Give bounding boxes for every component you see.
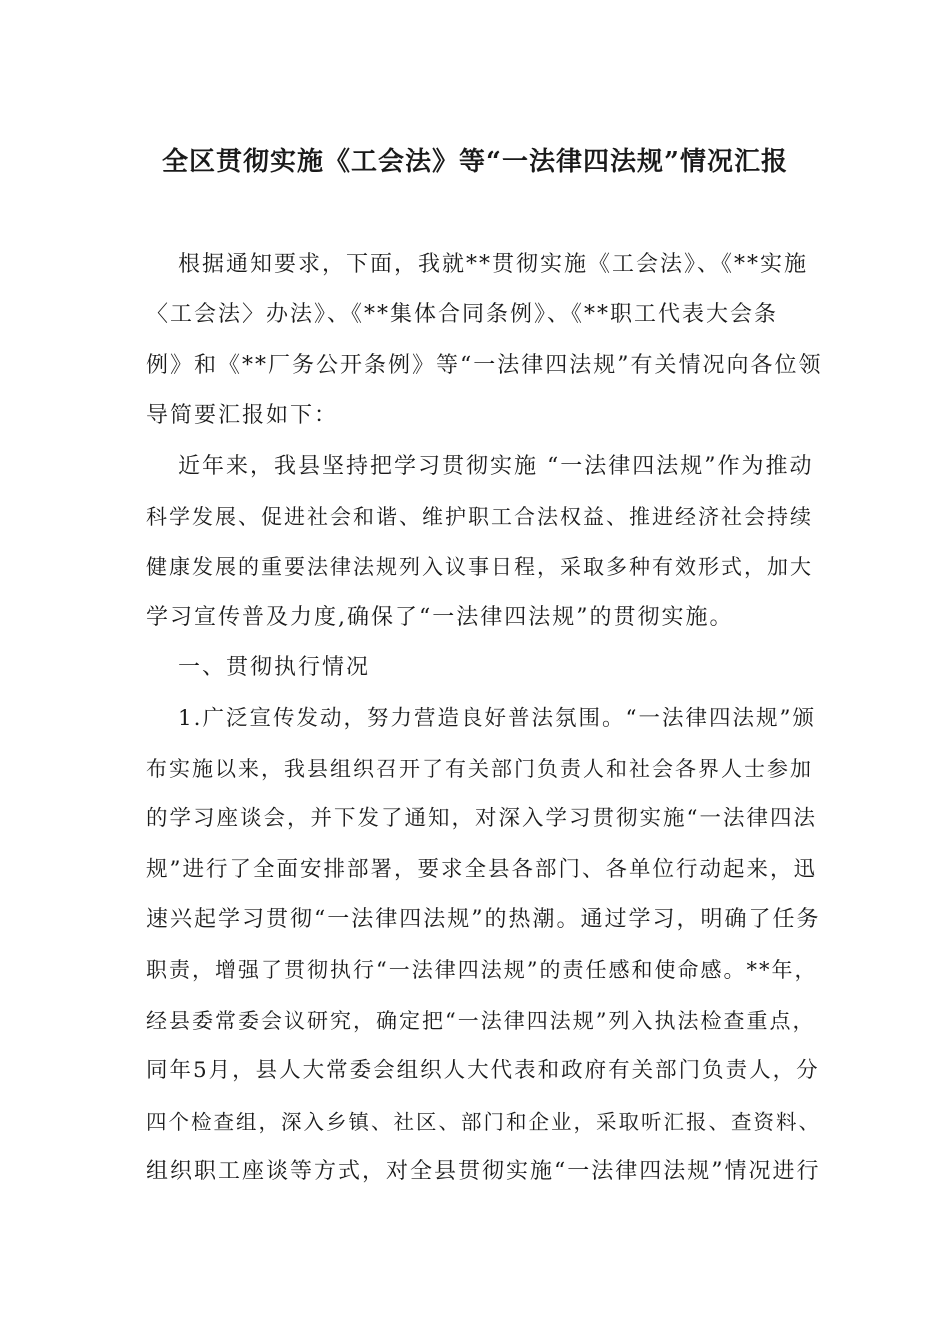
document-body: [0, 240, 950, 1197]
text-line: 经县委常委会议研究，确定把“一法律四法规”列入执法检查重点，: [146, 1008, 816, 1033]
text-line: 速兴起学习贯彻“一法律四法规”的热潮。通过学习，明确了任务: [146, 907, 821, 933]
text-line: 布实施以来，我县组织召开了有关部门负责人和社会各界人士参加: [146, 756, 813, 781]
text-line: 同年5月，县人大常委会组织人大代表和政府有关部门负责人，分: [146, 1058, 820, 1084]
text-line: 四个检查组，深入乡镇、社区、部门和企业，采取听汇报、查资料、: [146, 1109, 821, 1134]
text-line: 根据通知要求，下面，我就**贯彻实施《工会法》、《**实施: [178, 252, 809, 277]
text-line: 一、贯彻执行情况: [178, 655, 371, 681]
text-line: 的学习座谈会，并下发了通知，对深入学习贯彻实施“一法律四法: [146, 806, 817, 832]
text-line: 例》和《**厂务公开条例》等“一法律四法规”有关情况向各位领: [146, 352, 823, 378]
text-line: 规”进行了全面安排部署，要求全县各部门、各单位行动起来，迅: [146, 856, 817, 882]
text-line: 健康发展的重要法律法规列入议事日程，采取多种有效形式，加大: [146, 555, 813, 580]
text-line: 组织职工座谈等方式，对全县贯彻实施“一法律四法规”情况进行: [146, 1159, 821, 1185]
text-line: 科学发展、促进社会和谐、维护职工合法权益、推进经济社会持续: [146, 504, 813, 529]
text-line: 学习宣传普及力度,确保了“一法律四法规”的贯彻实施。: [146, 604, 734, 630]
document-title: 全区贯彻实施《工会法》等“一法律四法规”情况汇报: [162, 147, 788, 177]
text-line: 1.广泛宣传发动，努力营造良好普法氛围。“一法律四法规”颁: [178, 705, 816, 731]
text-line: 职责，增强了贯彻执行“一法律四法规”的责任感和使命感。**年，: [146, 958, 818, 983]
text-line: 〈工会法〉办法》、《**集体合同条例》、《**职工代表大会条: [146, 302, 779, 328]
text-line: 近年来，我县坚持把学习贯彻实施 “一法律四法规”作为推动: [178, 453, 814, 479]
text-line: 导简要汇报如下：: [146, 403, 339, 429]
